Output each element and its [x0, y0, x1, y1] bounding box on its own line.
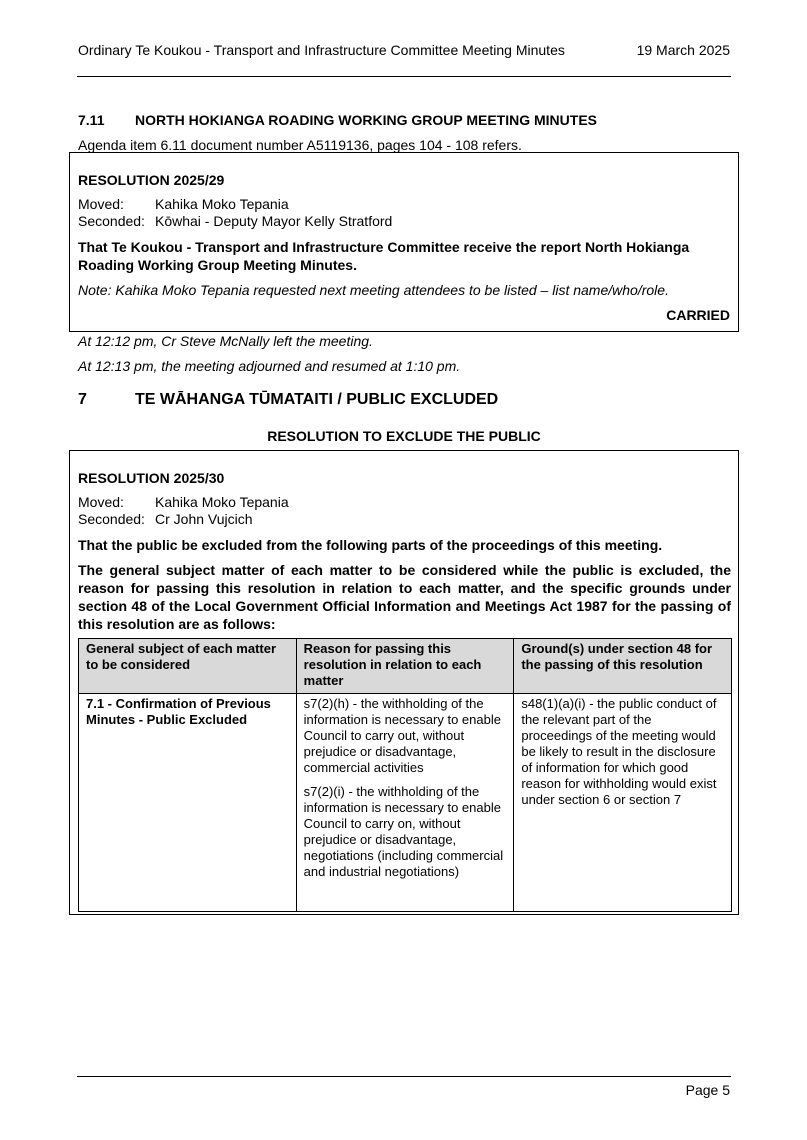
resolution-box-2025-30	[69, 450, 739, 915]
seconded-label: Seconded:	[78, 511, 145, 527]
moved-label: Moved:	[78, 494, 124, 510]
moved-name: Kahika Moko Tepania	[155, 494, 289, 510]
page-number: Page 5	[685, 1082, 730, 1098]
resolution-text: That Te Koukou - Transport and Infrastructure Committee receive the report North Hokianga Roading Working Group Meeting Minutes.	[78, 239, 690, 273]
item-title: NORTH HOKIANGA ROADING WORKING GROUP MEETING MINUTES	[135, 112, 597, 128]
resolution-text-2: The general subject matter of each matter to be considered while the public is excluded, the reason for passing this resolution in relation to each matter, and the specific grounds under section 48 of the Local Government Official Information and Meetings Act 1987 for the passing of this resolution are as follows:	[78, 562, 731, 632]
cell-subject: 7.1 - Confirmation of Previous Minutes - Public Excluded	[79, 694, 297, 912]
moved-name: Kahika Moko Tepania	[155, 196, 289, 212]
header-divider	[77, 76, 731, 77]
col-header-reason: Reason for passing this resolution in relation to each matter	[296, 639, 514, 694]
item-heading	[78, 111, 597, 129]
seconded-label: Seconded:	[78, 213, 145, 229]
reason-paragraph-1: s7(2)(h) - the withholding of the information is necessary to enable Council to carry out, without prejudice or disadvantage, commercial activities	[303, 696, 501, 775]
table-row	[79, 694, 732, 912]
reason-paragraph-2: s7(2)(i) - the withholding of the information is necessary to enable Council to carry on, without prejudice or disadvantage, negotiations (including commercial and industrial negotiations)	[303, 784, 504, 879]
col-header-subject: General subject of each matter to be considered	[79, 639, 297, 694]
cell-reason	[296, 694, 514, 912]
public-excluded-table	[78, 638, 732, 912]
section-title: TE WĀHANGA TŪMATAITI / PUBLIC EXCLUDED	[135, 391, 499, 408]
footer-divider	[77, 1076, 731, 1077]
section-number: 7	[78, 391, 87, 408]
moved-label: Moved:	[78, 196, 124, 212]
seconded-line	[78, 213, 392, 230]
seconded-line	[78, 511, 253, 528]
seconded-name: Cr John Vujcich	[155, 511, 253, 527]
resolution-text-1: That the public be excluded from the following parts of the proceedings of this meeting.	[78, 537, 663, 553]
carried-status: CARRIED	[666, 307, 730, 323]
agenda-reference: Agenda item 6.11 document number A5119136, pages 104 - 108 refers.	[78, 137, 522, 153]
item-number: 7.11	[78, 112, 105, 128]
col-header-ground: Ground(s) under section 48 for the passing of this resolution	[514, 639, 732, 694]
moved-line	[78, 494, 289, 511]
header-date: 19 March 2025	[636, 42, 730, 58]
seconded-name: Kōwhai - Deputy Mayor Kelly Stratford	[155, 213, 393, 229]
table-header-row	[79, 639, 732, 694]
cell-ground: s48(1)(a)(i) - the public conduct of the relevant part of the proceedings of the meeting would be likely to result in the disclosure of information for which good reason for withholding would exist under section 6 or section 7	[514, 694, 732, 912]
resolution-heading: RESOLUTION 2025/30	[78, 470, 225, 486]
section-heading	[78, 391, 498, 409]
resolution-heading: RESOLUTION 2025/29	[78, 172, 225, 188]
resolution-note: Note: Kahika Moko Tepania requested next meeting attendees to be listed – list name/who/role.	[78, 282, 669, 298]
header-title: Ordinary Te Koukou - Transport and Infrastructure Committee Meeting Minutes	[78, 42, 565, 58]
minute-note-2: At 12:13 pm, the meeting adjourned and resumed at 1:10 pm.	[78, 358, 461, 374]
moved-line	[78, 196, 289, 213]
section-subtitle: RESOLUTION TO EXCLUDE THE PUBLIC	[267, 428, 541, 444]
resolution-box-2025-29	[69, 152, 739, 332]
minute-note-1: At 12:12 pm, Cr Steve McNally left the meeting.	[78, 333, 373, 349]
